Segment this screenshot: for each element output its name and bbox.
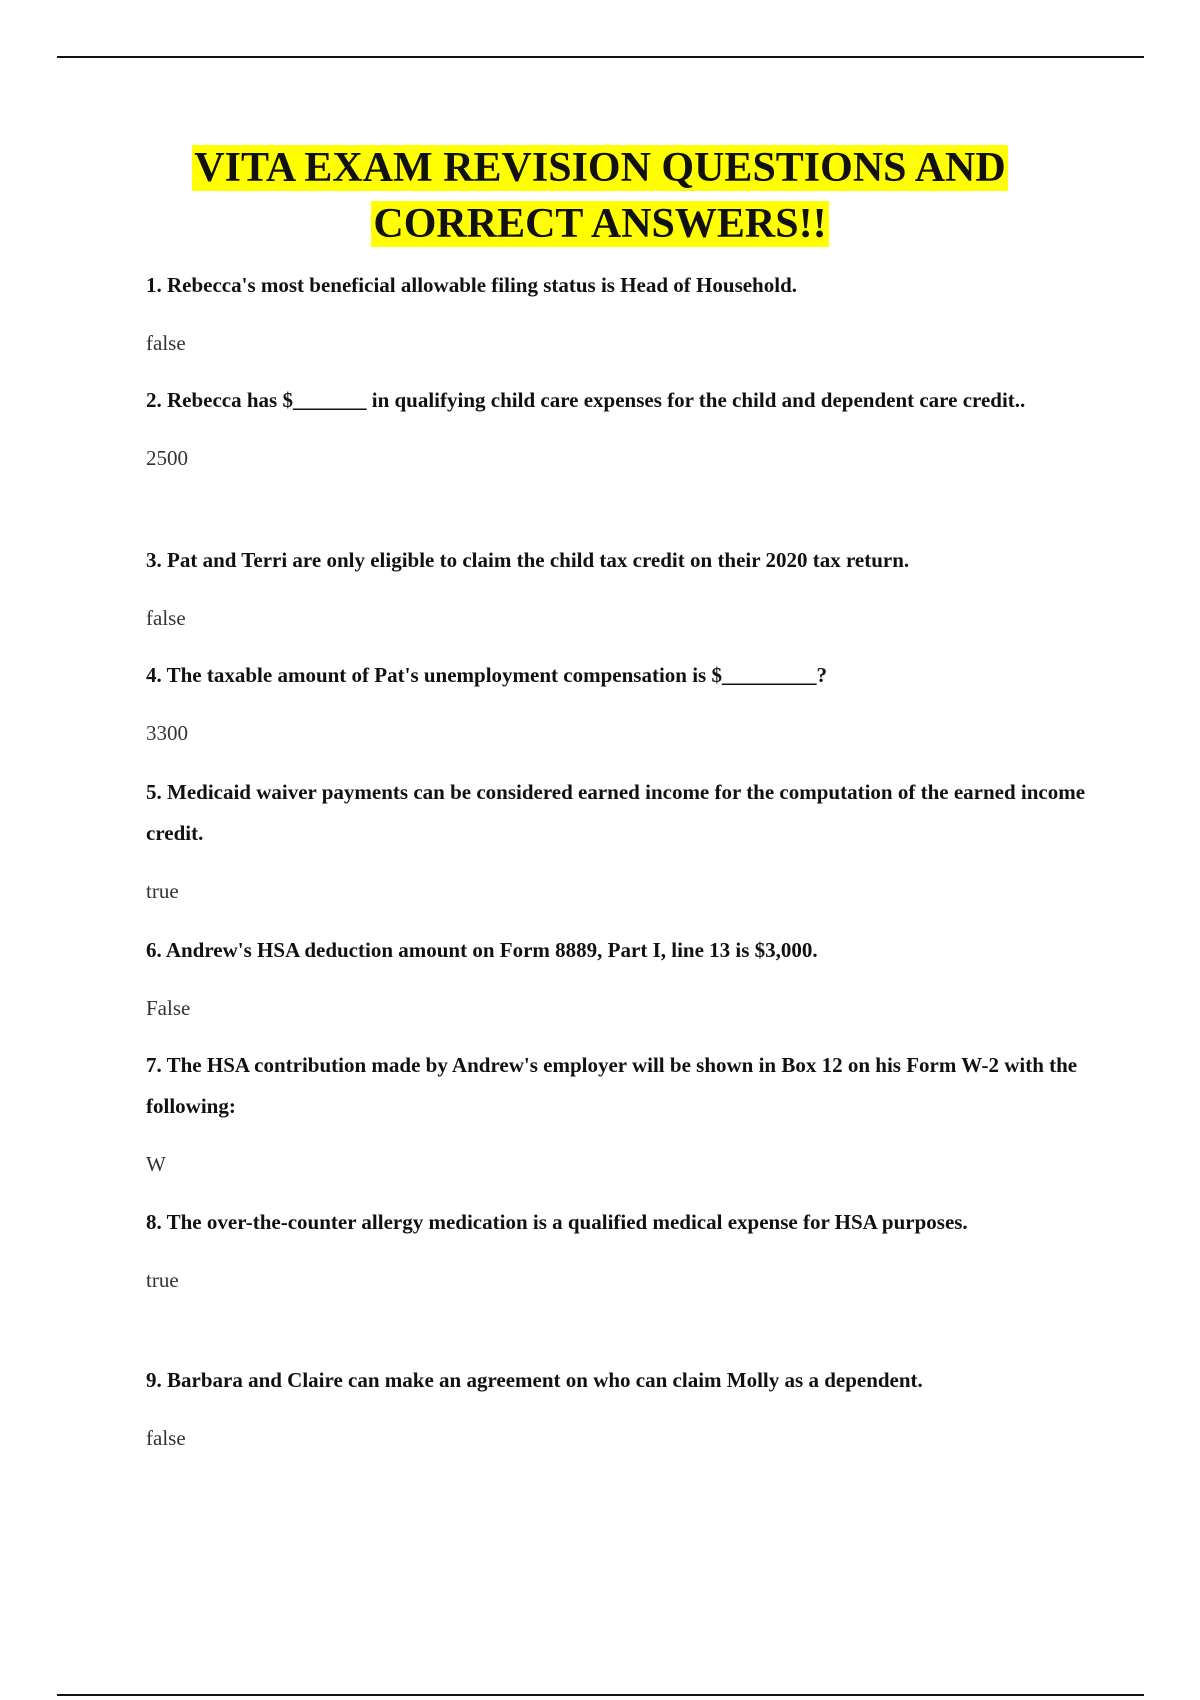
question-3: 3. Pat and Terri are only eligible to claim the child tax credit on their 2020 tax return. (146, 548, 910, 572)
question-2: 2. Rebecca has $_______ in qualifying child care expenses for the child and dependent care credit.. (146, 388, 1026, 412)
question-5: 5. Medicaid waiver payments can be considered earned income for the computation of the earned income credit. (146, 780, 1086, 845)
answer-9: false (146, 1426, 186, 1450)
question-7: 7. The HSA contribution made by Andrew's employer will be shown in Box 12 on his Form W-2 with the following: (146, 1053, 1078, 1118)
qa-item-5 (146, 772, 1086, 912)
title-line-2: CORRECT ANSWERS!! (373, 201, 827, 247)
answer-7: W (146, 1152, 166, 1176)
qa-item-9 (146, 1360, 1086, 1459)
qa-item-2 (146, 380, 1086, 479)
question-1: 1. Rebecca's most beneficial allowable filing status is Head of Household. (146, 273, 797, 297)
question-9: 9. Barbara and Claire can make an agreement on who can claim Molly as a dependent. (146, 1368, 923, 1392)
answer-3: false (146, 606, 186, 630)
title-line-1: VITA EXAM REVISION QUESTIONS AND (194, 145, 1006, 191)
question-4: 4. The taxable amount of Pat's unemployment compensation is $_________? (146, 663, 827, 687)
answer-4: 3300 (146, 721, 188, 745)
question-8: 8. The over-the-counter allergy medication is a qualified medical expense for HSA purposes. (146, 1210, 968, 1234)
question-6: 6. Andrew's HSA deduction amount on Form 8889, Part I, line 13 is $3,000. (146, 938, 818, 962)
answer-8: true (146, 1268, 179, 1292)
bottom-rule (57, 1694, 1144, 1696)
answer-2: 2500 (146, 446, 188, 470)
answer-6: False (146, 996, 191, 1020)
qa-item-8 (146, 1202, 1086, 1301)
qa-item-3 (146, 540, 1086, 639)
qa-item-4 (146, 655, 1086, 754)
page-title (0, 140, 1200, 252)
answer-1: false (146, 331, 186, 355)
qa-item-6 (146, 930, 1086, 1029)
answer-5: true (146, 879, 179, 903)
qa-item-1 (146, 265, 1086, 364)
qa-item-7 (146, 1045, 1086, 1185)
top-rule (57, 56, 1144, 58)
